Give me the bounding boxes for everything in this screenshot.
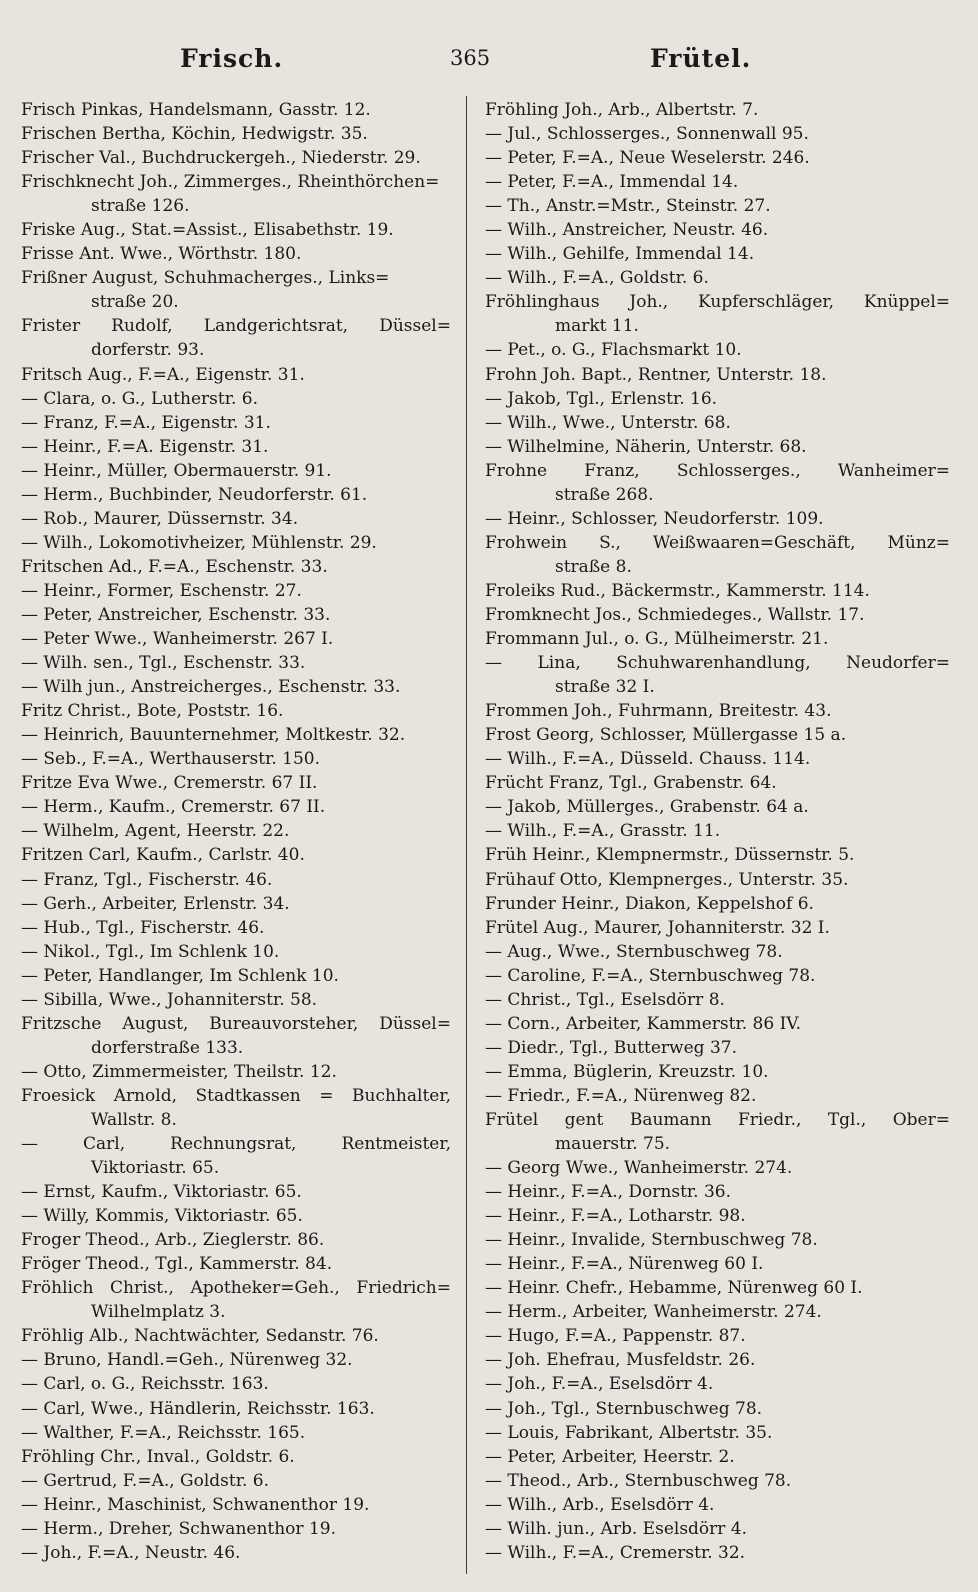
directory-entry-line: — Nikol., Tgl., Im Schlenk 10. [21, 941, 280, 962]
directory-entry-line: — Georg Wwe., Wanheimerstr. 274. [485, 1158, 793, 1179]
directory-entry-line: — Carl, o. G., Reichsstr. 163. [21, 1374, 269, 1395]
directory-entry-line: Frohn Joh. Bapt., Rentner, Unterstr. 18. [485, 364, 827, 385]
directory-entry-line: — Carl, Wwe., Händlerin, Reichsstr. 163. [21, 1398, 375, 1419]
directory-entry-line: markt 11. [555, 316, 639, 337]
directory-entry-line: — Franz, F.=A., Eigenstr. 31. [21, 412, 271, 433]
directory-entry-line: — Peter Wwe., Wanheimerstr. 267 I. [21, 629, 334, 650]
directory-entry-line: — Wilh., F.=A., Cremerstr. 32. [485, 1542, 746, 1563]
directory-entry-line: mauerstr. 75. [555, 1134, 671, 1155]
directory-entry-line: — Otto, Zimmermeister, Theilstr. 12. [21, 1061, 337, 1082]
directory-entry-line: — Heinrich, Bauunternehmer, Moltkestr. 32. [21, 725, 406, 746]
column-divider [466, 96, 467, 1574]
directory-entry-line: Frost Georg, Schlosser, Müllergasse 15 a. [485, 725, 847, 746]
directory-entry-line: — Peter, Anstreicher, Eschenstr. 33. [21, 604, 331, 625]
directory-entry-line: — Heinr., Schlosser, Neudorferstr. 109. [485, 508, 824, 529]
directory-entry-line: Frühauf Otto, Klempnerges., Unterstr. 35. [485, 869, 849, 890]
directory-entry-line: — Theod., Arb., Sternbuschweg 78. [485, 1470, 792, 1491]
directory-entry-line: — Emma, Büglerin, Kreuzstr. 10. [485, 1061, 769, 1082]
directory-entry-line: — Heinr., Müller, Obermauerstr. 91. [21, 460, 332, 481]
directory-entry-line: Fritzsche August, Bureauvorsteher, Düssel= [21, 1013, 451, 1034]
directory-entry-line: — Wilh., F.=A., Goldstr. 6. [485, 268, 709, 289]
directory-entry-line: — Wilh., F.=A., Grasstr. 11. [485, 821, 721, 842]
left-column [21, 98, 451, 1565]
directory-entry-line: Frütel Aug., Maurer, Johanniterstr. 32 I. [485, 917, 830, 938]
directory-entry-line: Frisse Ant. Wwe., Wörthstr. 180. [21, 244, 302, 265]
directory-entry-line: — Heinr., Invalide, Sternbuschweg 78. [485, 1230, 818, 1251]
directory-entry-line: Fröhlinghaus Joh., Kupferschläger, Knüppel= [485, 292, 950, 313]
directory-entry-line: — Joh. Ehefrau, Musfeldstr. 26. [485, 1350, 756, 1371]
directory-entry-line: — Pet., o. G., Flachsmarkt 10. [485, 340, 742, 361]
directory-entry-line: — Heinr., Maschinist, Schwanenthor 19. [21, 1494, 370, 1515]
directory-entry-line: — Corn., Arbeiter, Kammerstr. 86 IV. [485, 1013, 802, 1034]
directory-entry-line: — Wilh., F.=A., Düsseld. Chauss. 114. [485, 749, 811, 770]
directory-entry-line: — Caroline, F.=A., Sternbuschweg 78. [485, 965, 816, 986]
directory-entry-line: Fröhling Joh., Arb., Albertstr. 7. [485, 100, 759, 120]
directory-entry-line: — Joh., F.=A., Neustr. 46. [21, 1542, 241, 1563]
directory-entry-line: — Lina, Schuhwarenhandlung, Neudorfer= [485, 653, 950, 674]
header-left-keyword: Frisch. [180, 44, 284, 73]
directory-entry-line: Frister Rudolf, Landgerichtsrat, Düssel= [21, 316, 451, 337]
directory-entry-line: Wilhelmplatz 3. [91, 1302, 226, 1323]
directory-entry-line: dorferstr. 93. [91, 340, 205, 361]
directory-entry-line: — Joh., Tgl., Sternbuschweg 78. [485, 1398, 763, 1419]
directory-entry-line: Wallstr. 8. [91, 1109, 177, 1130]
directory-entry-line: Fröhlich Christ., Apotheker=Geh., Friedrich= [21, 1278, 451, 1299]
directory-entry-line: — Gerh., Arbeiter, Erlenstr. 34. [21, 893, 290, 914]
directory-entry-line: — Th., Anstr.=Mstr., Steinstr. 27. [485, 196, 771, 217]
directory-entry-line: Fritz Christ., Bote, Poststr. 16. [21, 701, 284, 722]
directory-entry-line: — Hugo, F.=A., Pappenstr. 87. [485, 1326, 746, 1347]
directory-entry-line: Fromknecht Jos., Schmiedeges., Wallstr. 17. [485, 604, 865, 625]
directory-entry-line: — Louis, Fabrikant, Albertstr. 35. [485, 1422, 773, 1443]
directory-entry-line: — Heinr., Former, Eschenstr. 27. [21, 580, 302, 601]
directory-entry-line: Friske Aug., Stat.=Assist., Elisabethstr. 19. [21, 220, 394, 241]
directory-entry-line: — Heinr. Chefr., Hebamme, Nürenweg 60 I. [485, 1278, 863, 1299]
directory-entry-line: — Herm., Dreher, Schwanenthor 19. [21, 1518, 336, 1539]
directory-entry-line: straße 32 I. [555, 677, 655, 698]
directory-entry-line: — Clara, o. G., Lutherstr. 6. [21, 388, 259, 409]
directory-entry-line: — Friedr., F.=A., Nürenweg 82. [485, 1085, 757, 1106]
directory-entry-line: — Sibilla, Wwe., Johanniterstr. 58. [21, 989, 318, 1010]
directory-entry-line: Frunder Heinr., Diakon, Keppelshof 6. [485, 893, 814, 914]
directory-entry-line: — Franz, Tgl., Fischerstr. 46. [21, 869, 273, 890]
directory-entry-line: — Ernst, Kaufm., Viktoriastr. 65. [21, 1182, 302, 1203]
directory-entry-line: — Bruno, Handl.=Geh., Nürenweg 32. [21, 1350, 353, 1371]
directory-entry-line: — Jul., Schlosserges., Sonnenwall 95. [485, 124, 809, 145]
directory-entry-line: — Peter, F.=A., Immendal 14. [485, 172, 739, 193]
directory-entry-line: — Wilhelmine, Näherin, Unterstr. 68. [485, 436, 807, 457]
directory-entry-line: Frütel gent Baumann Friedr., Tgl., Ober= [485, 1109, 950, 1130]
directory-entry-line: — Peter, F.=A., Neue Weselerstr. 246. [485, 148, 810, 169]
directory-entry-line: — Heinr., F.=A. Eigenstr. 31. [21, 436, 269, 457]
directory-entry-line: — Willy, Kommis, Viktoriastr. 65. [21, 1206, 303, 1227]
directory-entry-line: — Wilh., Wwe., Unterstr. 68. [485, 412, 731, 433]
directory-entry-line: straße 20. [91, 292, 179, 313]
directory-entry-line: dorferstraße 133. [91, 1037, 244, 1058]
directory-entry-line: — Carl, Rechnungsrat, Rentmeister, [21, 1134, 451, 1155]
directory-entry-line: — Seb., F.=A., Werthauserstr. 150. [21, 749, 321, 770]
directory-entry-line: — Rob., Maurer, Düssernstr. 34. [21, 508, 299, 529]
directory-entry-line: Frücht Franz, Tgl., Grabenstr. 64. [485, 773, 777, 794]
directory-entry-line: — Peter, Handlanger, Im Schlenk 10. [21, 965, 339, 986]
directory-entry-line: Fritze Eva Wwe., Cremerstr. 67 II. [21, 773, 318, 794]
directory-entry-line: Froesick Arnold, Stadtkassen = Buchhalter, [21, 1085, 451, 1106]
directory-entry-line: Fritzen Carl, Kaufm., Carlstr. 40. [21, 845, 305, 866]
directory-entry-line: Frißner August, Schuhmacherges., Links= [21, 268, 390, 289]
directory-entry-line: — Wilh., Lokomotivheizer, Mühlenstr. 29. [21, 532, 377, 553]
directory-entry-line: — Walther, F.=A., Reichsstr. 165. [21, 1422, 306, 1443]
directory-entry-line: — Wilh., Gehilfe, Immendal 14. [485, 244, 755, 265]
directory-entry-line: — Heinr., F.=A., Nürenweg 60 I. [485, 1254, 764, 1275]
directory-entry-line: — Wilh., Anstreicher, Neustr. 46. [485, 220, 769, 241]
directory-entry-line: — Christ., Tgl., Eselsdörr 8. [485, 989, 725, 1010]
directory-entry-line: Fröhlig Alb., Nachtwächter, Sedanstr. 76. [21, 1326, 379, 1347]
directory-entry-line: — Wilh., Arb., Eselsdörr 4. [485, 1494, 715, 1515]
directory-entry-line: — Wilh. sen., Tgl., Eschenstr. 33. [21, 653, 306, 674]
directory-entry-line: — Wilh jun., Anstreicherges., Eschenstr. 33. [21, 677, 401, 698]
directory-entry-line: — Wilhelm, Agent, Heerstr. 22. [21, 821, 290, 842]
directory-entry-line: Frisch Pinkas, Handelsmann, Gasstr. 12. [21, 100, 371, 120]
directory-entry-line: straße 8. [555, 556, 632, 577]
directory-entry-line: straße 126. [91, 196, 190, 217]
directory-entry-line: Frischen Bertha, Köchin, Hedwigstr. 35. [21, 124, 368, 145]
directory-entry-line: — Herm., Kaufm., Cremerstr. 67 II. [21, 797, 326, 818]
directory-entry-line: — Herm., Buchbinder, Neudorferstr. 61. [21, 484, 368, 505]
directory-entry-line: Froger Theod., Arb., Zieglerstr. 86. [21, 1230, 325, 1251]
directory-entry-line: Fröger Theod., Tgl., Kammerstr. 84. [21, 1254, 333, 1275]
directory-entry-line: — Hub., Tgl., Fischerstr. 46. [21, 917, 265, 938]
directory-entry-line: straße 268. [555, 484, 654, 505]
directory-entry-line: Viktoriastr. 65. [91, 1158, 220, 1179]
directory-entry-line: Frischknecht Joh., Zimmerges., Rheinthörchen= [21, 172, 440, 193]
directory-entry-line: — Jakob, Müllerges., Grabenstr. 64 a. [485, 797, 809, 818]
directory-entry-line: Frommen Joh., Fuhrmann, Breitestr. 43. [485, 701, 832, 722]
directory-entry-line: Froleiks Rud., Bäckermstr., Kammerstr. 114. [485, 580, 870, 601]
directory-entry-line: — Heinr., F.=A., Dornstr. 36. [485, 1182, 732, 1203]
directory-entry-line: — Jakob, Tgl., Erlenstr. 16. [485, 388, 718, 409]
header-right-keyword: Frütel. [650, 44, 752, 73]
directory-entry-line: — Joh., F.=A., Eselsdörr 4. [485, 1374, 714, 1395]
right-column [485, 98, 950, 1565]
page-header [0, 44, 978, 84]
directory-entry-line: Fröhling Chr., Inval., Goldstr. 6. [21, 1446, 295, 1467]
directory-entry-line: — Gertrud, F.=A., Goldstr. 6. [21, 1470, 270, 1491]
directory-entry-line: — Wilh. jun., Arb. Eselsdörr 4. [485, 1518, 748, 1539]
directory-entry-line: Fritsch Aug., F.=A., Eigenstr. 31. [21, 364, 305, 385]
directory-entry-line: Fritschen Ad., F.=A., Eschenstr. 33. [21, 556, 328, 577]
directory-entry-line: — Diedr., Tgl., Butterweg 37. [485, 1037, 737, 1058]
directory-entry-line: — Aug., Wwe., Sternbuschweg 78. [485, 941, 783, 962]
directory-entry-line: Frischer Val., Buchdruckergeh., Niederstr. 29. [21, 148, 421, 169]
directory-entry-line: Frommann Jul., o. G., Mülheimerstr. 21. [485, 629, 829, 650]
directory-entry-line: — Peter, Arbeiter, Heerstr. 2. [485, 1446, 735, 1467]
directory-entry-line: Früh Heinr., Klempnermstr., Düssernstr. 5. [485, 845, 855, 866]
directory-entry-line: — Heinr., F.=A., Lotharstr. 98. [485, 1206, 746, 1227]
page-number: 365 [450, 46, 491, 70]
directory-entry-line: Frohwein S., Weißwaaren=Geschäft, Münz= [485, 532, 950, 553]
directory-entry-line: — Herm., Arbeiter, Wanheimerstr. 274. [485, 1302, 822, 1323]
directory-entry-line: Frohne Franz, Schlosserges., Wanheimer= [485, 460, 950, 481]
